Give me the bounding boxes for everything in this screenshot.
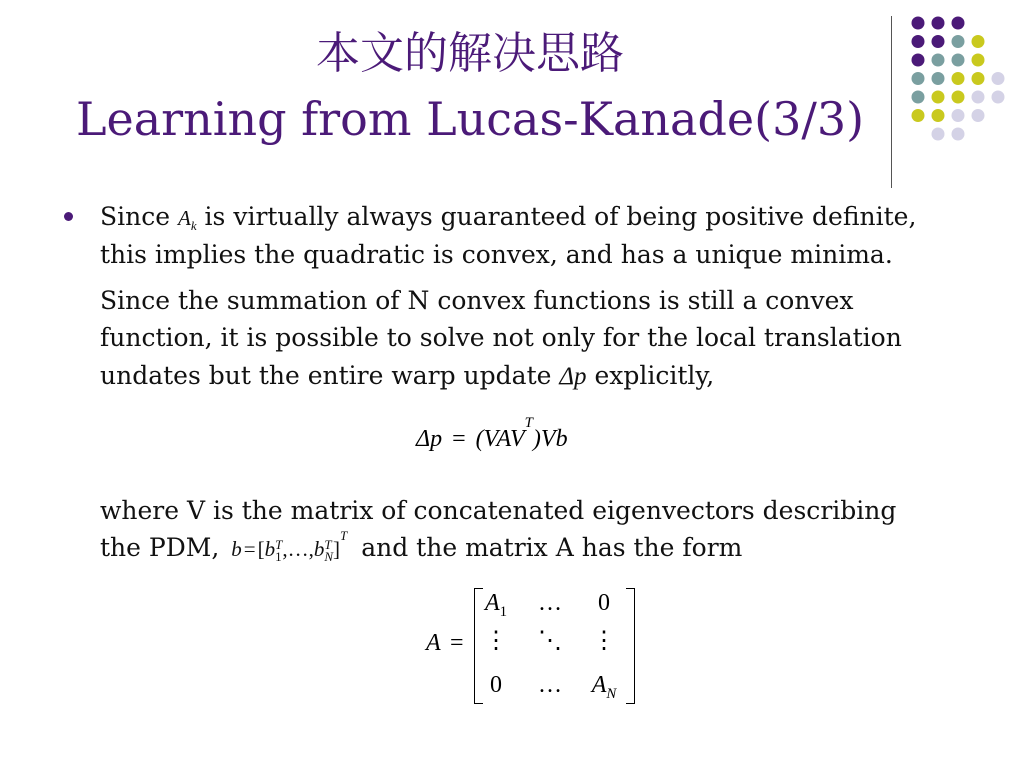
eq1-rhs-b: )Vb [532,426,568,452]
decorative-dot [932,72,945,85]
bullet-icon [64,212,73,221]
paragraph-3-line-2 [100,529,990,568]
matrix-an: A [591,672,607,698]
decorative-dot [972,35,985,48]
decorative-dot [932,35,945,48]
math-bn-sub: N [324,549,334,565]
paragraph-2-line-1: Since the summation of N convex functions is still a convex [100,286,854,315]
math-sub-k: k [190,218,197,234]
paragraph-1-line-1 [100,198,990,237]
matrix-a-equation [426,586,646,706]
math-close-bracket: ] [333,537,341,561]
decorative-dot [932,91,945,104]
decorative-dot [972,72,985,85]
math-bn-sup: T [324,537,332,553]
decorative-dot [952,91,965,104]
matrix-an-sub: N [606,685,617,702]
matrix-cell-r1c1 [474,590,518,620]
matrix-cell-r2c3: ⋮ [592,628,616,654]
text-p2-a: undates but the entire warp update [100,361,552,390]
decorative-dot [932,128,945,141]
matrix-cell-r3c3 [582,672,626,702]
paragraph-1-line-2: this implies the quadratic is convex, and has a unique minima. [100,240,893,269]
text-p1-rest: is virtually always guaranteed of being positive definite, [204,202,917,231]
math-symbol-ak [177,206,197,234]
text-p3-a: the PDM, [100,533,220,562]
math-open-bracket: [ [257,537,265,561]
decorative-dot-grid [0,0,1024,200]
eq1-rhs-sup: T [524,415,533,431]
math-b-equals: = [243,537,256,561]
math-b1-sup: T [275,537,283,553]
math-b-vector [227,528,353,565]
decorative-dot [912,72,925,85]
matrix-cell-r3c1: 0 [490,672,502,698]
math-b1-sub: 1 [275,549,282,565]
decorative-dot [912,54,925,67]
decorative-dot [992,72,1005,85]
slide-title-chinese: 本文的解决思路 [316,28,624,79]
matrix-cell-r2c1: ⋮ [484,628,508,654]
decorative-dot [912,35,925,48]
matrix-cell-r3c2: … [538,672,562,698]
decorative-dot [912,91,925,104]
matrix-lhs: A [426,630,441,656]
eq1-rhs-a: (VAV [475,426,525,452]
math-ellipsis: ,…, [282,537,314,561]
decorative-dot [952,72,965,85]
math-b1: b [264,537,276,561]
matrix-a1: A [484,590,500,616]
decorative-dot [952,17,965,30]
decorative-dot [912,109,925,122]
text-p3-b: and the matrix A has the form [361,533,743,562]
decorative-dot [952,54,965,67]
eq1-lhs: Δp [416,426,443,452]
math-delta-p: Δp [559,363,587,390]
text-since: Since [100,202,171,231]
decorative-dot [972,91,985,104]
math-bn-scripts [324,539,333,563]
paragraph-2-line-2: function, it is possible to solve not only for the local translation [100,323,902,352]
decorative-dot [972,109,985,122]
math-b: b [231,537,242,561]
matrix-cell-r1c3: 0 [598,590,610,616]
decorative-dot [932,109,945,122]
math-bn: b [313,537,325,561]
decorative-dot [992,91,1005,104]
matrix-cell-r2c2: ⋱ [538,628,562,654]
decorative-dot [932,54,945,67]
matrix-a1-sub: 1 [499,603,508,620]
matrix-equals: = [450,630,464,656]
paragraph-3-line-1: where V is the matrix of concatenated eigenvectors describing [100,496,897,525]
decorative-dot [952,128,965,141]
math-close-sup: T [340,528,348,543]
eq1-equals: = [452,426,466,452]
math-a: A [177,206,191,230]
decorative-dot [952,109,965,122]
matrix-right-bracket [626,588,635,704]
decorative-dot [912,17,925,30]
matrix-cell-r1c2: … [538,590,562,616]
text-p2-b: explicitly, [594,361,715,390]
paragraph-2-line-3 [100,357,990,395]
decorative-dot [972,54,985,67]
equation-delta-p [416,415,568,454]
decorative-dot [952,35,965,48]
slide-title-english: Learning from Lucas-Kanade(3/3) [75,92,865,146]
decorative-dot [932,17,945,30]
